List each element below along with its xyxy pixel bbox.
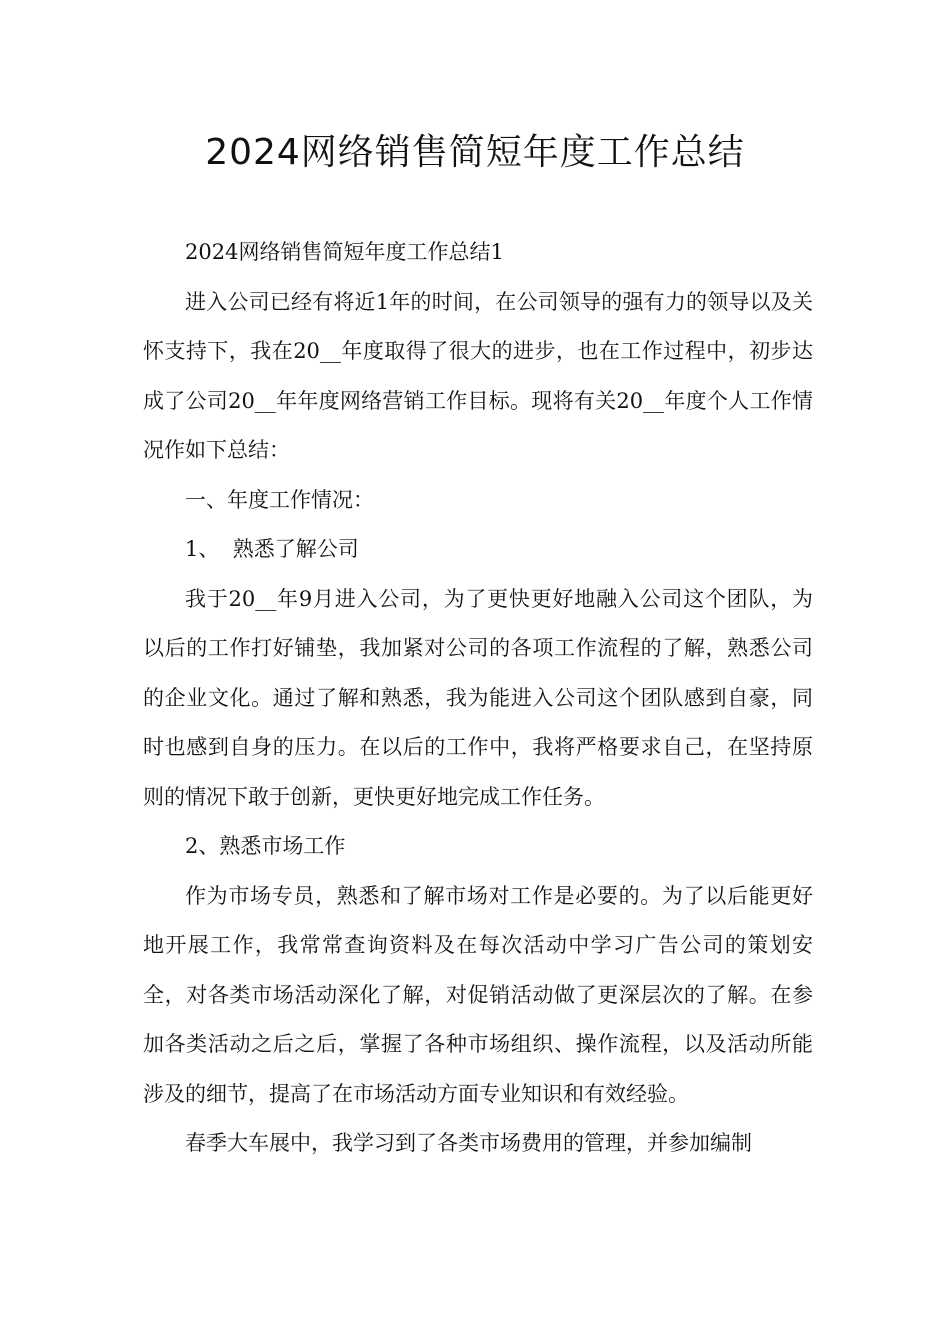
market-work-paragraph: 作为市场专员，熟悉和了解市场对工作是必要的。为了以后能更好地开展工作，我常常查询资料及在每次活动中学习广告公司的策划安全，对各类市场活动深化了解，对促销活动做了更深层次的了解。在参加各类活动之后之后，掌握了各种市场组织、操作流程，以及活动所能涉及的细节，提高了在市场活动方面专业知识和有效经验。 <box>143 883 813 1106</box>
subheading-know-company: 1、 熟悉了解公司 <box>185 537 359 561</box>
subtitle-paragraph: 2024网络销售简短年度工作总结1 <box>185 240 504 264</box>
know-company-paragraph: 我于20__年9月进入公司，为了更快更好地融入公司这个团队，为以后的工作打好铺垫，我加紧对公司的各项工作流程的了解，熟悉公司的企业文化。通过了解和熟悉，我为能进入公司这个团队感到自豪，同时也感到自身的压力。在以后的工作中，我将严格要求自己，在坚持原则的情况下敢于创新，更快更好地完成工作任务。 <box>143 586 813 809</box>
intro-paragraph: 进入公司已经有将近1年的时间，在公司领导的强有力的领导以及关怀支持下，我在20__年度取得了很大的进步，也在工作过程中，初步达成了公司20__年年度网络营销工作目标。现将有关20__年度个人工作情况作如下总结： <box>143 289 813 462</box>
document-body <box>143 228 813 1169</box>
subheading-market-work: 2、熟悉市场工作 <box>185 834 346 858</box>
document-title: 2024网络销售简短年度工作总结 <box>205 132 745 173</box>
section-heading-annual-work: 一、年度工作情况： <box>185 487 374 512</box>
auto-show-paragraph: 春季大车展中，我学习到了各类市场费用的管理，并参加编制 <box>185 1131 752 1155</box>
